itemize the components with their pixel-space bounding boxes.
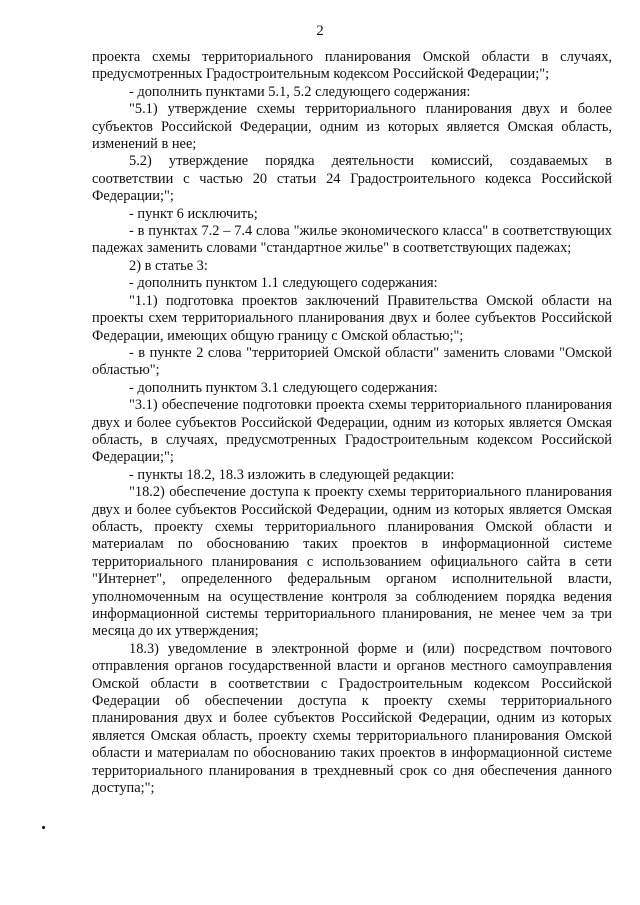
- paragraph-11: - дополнить пунктом 3.1 следующего содержания:: [129, 379, 438, 396]
- paragraph-10: - в пункте 2 слова "территорией Омской области" заменить словами "Омской областью";: [92, 344, 612, 379]
- paragraph-13: - пункты 18.2, 18.3 изложить в следующей редакции:: [129, 466, 455, 483]
- paragraph-8: - дополнить пунктом 1.1 следующего содержания:: [129, 275, 438, 292]
- document-body: [92, 49, 612, 797]
- paragraph-14: "18.2) обеспечение доступа к проекту схемы территориального планирования двух и более субъектов Российской Федерации, одним из которых является Омская область, проекту схемы территориального планирования Омской области и материалам по обоснованию таких проектов в информационной системе территориального планирования с использованием официального сайта в сети "Интернет", определенного федеральным органом исполнительной власти, уполномоченным на осуществление контроля за соблюдением порядка ведения информационной системы территориального планирования, не менее чем за три месяца до их утверждения;: [92, 484, 612, 640]
- paragraph-3: "5.1) утверждение схемы территориального планирования двух и более субъектов Российской Федерации, одним из которых является Омская область, изменений в нее;: [92, 101, 612, 153]
- page-number: 2: [316, 23, 324, 39]
- paragraph-2: - дополнить пунктами 5.1, 5.2 следующего содержания:: [129, 83, 471, 100]
- paragraph-4: 5.2) утверждение порядка деятельности комиссий, создаваемых в соответствии с частью 20 статьи 24 Градостроительного кодекса Российской Федерации;";: [92, 153, 612, 205]
- paragraph-12: "3.1) обеспечение подготовки проекта схемы территориального планирования двух и более субъектов Российской Федерации, одним из которых является Омская область, в случаях, предусмотренных Градостроительным кодексом Российской Федерации;";: [92, 397, 612, 466]
- paragraph-15: 18.3) уведомление в электронной форме и (или) посредством почтового отправления органов государственной власти и органов местного самоуправления Омской области в соответствии с Градостроительным кодексом Российской Федерации об обеспечении доступа к проекту схемы территориального планирования двух и более субъектов Российской Федерации, одним из которых является Омская область, проекту схемы территориального планирования Омской области и материалам по обоснованию таких проектов в информационной системе территориального планирования в трехдневный срок со дня обеспечения данного доступа;";: [92, 640, 612, 797]
- paragraph-9: "1.1) подготовка проектов заключений Правительства Омской области на проекты схем территориального планирования двух и более субъектов Российской Федерации, имеющих общую границу с Омской областью;";: [92, 292, 612, 344]
- paragraph-6: - в пунктах 7.2 – 7.4 слова "жилье экономического класса" в соответствующих падежах заменить словами "стандартное жилье" в соответствующих падежах;: [92, 223, 612, 257]
- scan-speck: [42, 826, 45, 829]
- paragraph-1: проекта схемы территориального планирования Омской области в случаях, предусмотренных Градостроительным кодексом Российской Федерации;";: [92, 49, 612, 83]
- paragraph-7: 2) в статье 3:: [129, 257, 208, 274]
- paragraph-5: - пункт 6 исключить;: [129, 205, 258, 222]
